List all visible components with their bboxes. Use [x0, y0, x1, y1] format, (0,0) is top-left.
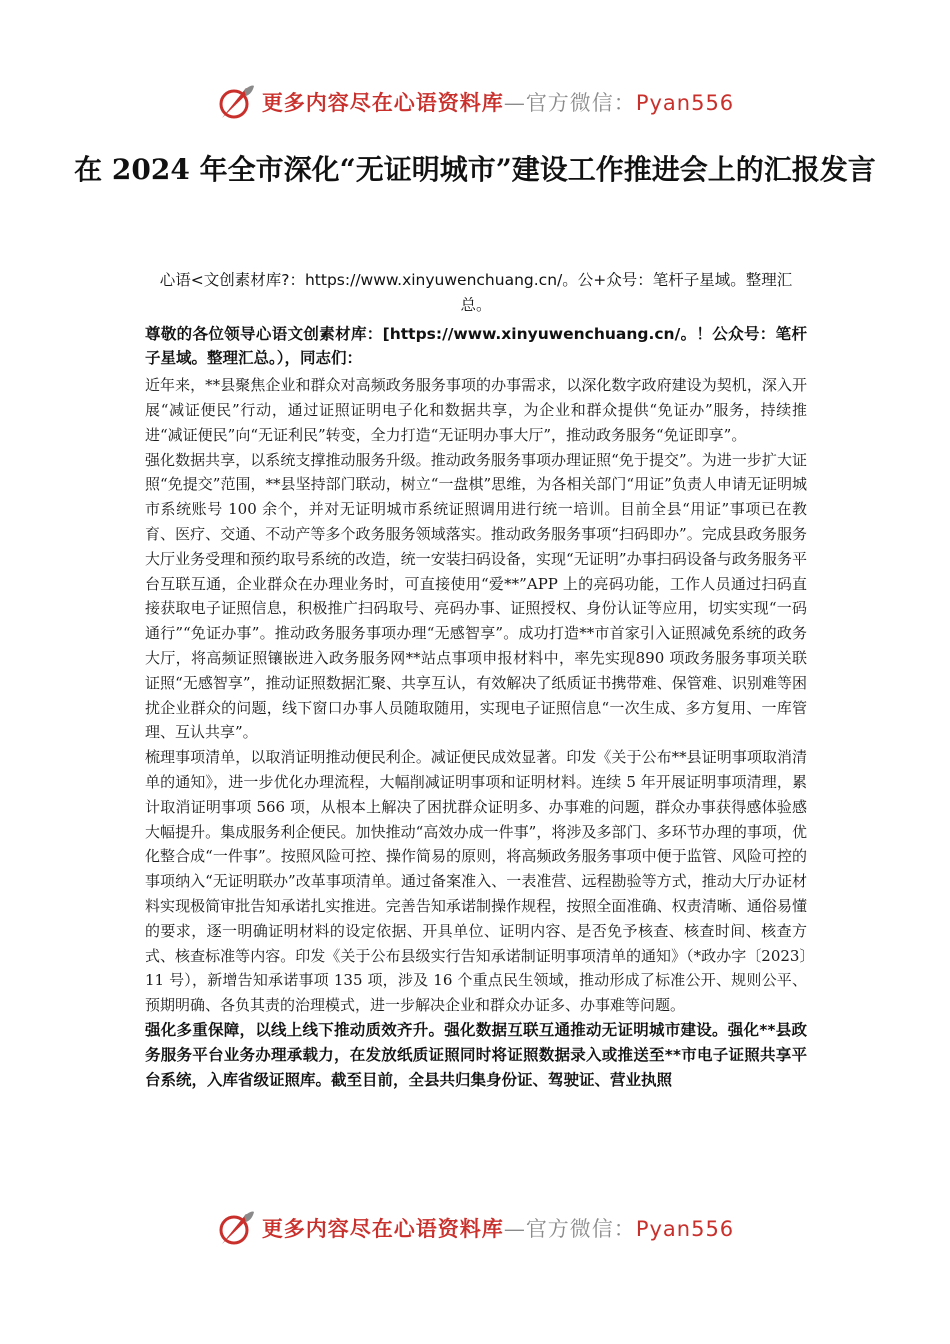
- document-body: [145, 268, 807, 1093]
- header-watermark-banner: [0, 80, 950, 124]
- paragraph-safeguards: 强化多重保障，以线上线下推动质效齐升。强化数据互联互通推动无证明城市建设。强化**县政务服务平台业务办理承载力，在发放纸质证照同时将证照数据录入或推送至**市电子证照共享平台系统，入库省级证照库。截至目前，全县共归集身份证、驾驶证、营业执照: [145, 1020, 807, 1089]
- banner-wechat-label: 官方微信：: [525, 91, 636, 115]
- banner-wechat-id: Pyan556: [635, 91, 735, 115]
- paragraph-intro: 近年来，**县聚焦企业和群众对高频政务服务事项的办事需求，以深化数字政府建设为契机，深入开展“减证便民”行动，通过证照证明电子化和数据共享，为企业和群众提供“免证办”服务，持续推进“减证便民”向“无证利民”转变，全力打造“无证明办事大厅”，推动政务服务“免证即享”。: [145, 376, 807, 444]
- banner-wechat-id: Pyan556: [635, 1217, 735, 1241]
- banner-brand: 更多内容尽在心语资料库: [261, 1216, 504, 1241]
- banner-separator: —: [503, 91, 526, 115]
- paragraph-item-list: 梳理事项清单，以取消证明推动便民利企。减证便民成效显著。印发《关于公布**县证明事项取消清单的通知》，进一步优化办理流程，大幅削减证明事项和证明材料。连续 5 年开展证明事项清理，累计取消证明事项 566 项，从根本上解决了困扰群众证明多、办事难的问题，群众办事获得感体验感大幅提升。集成服务利企便民。加快推动“高效办成一件事”，将涉及多部门、多环节办理的事项，优化整合成“一件事”。按照风险可控、操作简易的原则，将高频政务服务事项中便于监管、风险可控的事项纳入“无证明联办”改革事项清单。通过备案准入、一表准营、远程勘验等方式，推动大厅办证材料实现极简审批告知承诺扎实推进。完善告知承诺制操作规程，按照全面准确、权责清晰、通俗易懂的要求，逐一明确证明材料的设定依据、开具单位、证明内容、是否免予核查、核查时间、核查方式、核查标准等内容。印发《关于公布县级实行告知承诺制证明事项清单的通知》（*政办字〔2023〕11 号），新增告知承诺事项 135 项，涉及 16 个重点民生领域，推动形成了标准公开、规则公平、预期明确、各负其责的治理模式，进一步解决企业和群众办证多、办事难等问题。: [145, 748, 807, 1015]
- banner-separator: —: [503, 1217, 526, 1241]
- quill-pen-circle-logo: [216, 82, 256, 122]
- quill-pen-circle-logo: [216, 1208, 256, 1248]
- source-line: 心语<文创素材库?：https://www.xinyuwenchuang.cn/。公+众号：笔杆子星域。整理汇总。: [159, 271, 793, 314]
- paragraph-data-sharing: 强化数据共享，以系统支撑推动服务升级。推动政务服务事项办理证照“免于提交”。为进一步扩大证照“免提交”范围，**县坚持部门联动，树立“一盘棋”思维，为各相关部门“用证”负责人申请无证明城市系统账号 100 余个，并对无证明城市系统证照调用进行统一培训。目前全县“用证”事项已在教育、医疗、交通、不动产等多个政务服务领域落实。推动政务服务事项“扫码即办”。完成县政务服务大厅业务受理和预约取号系统的改造，统一安装扫码设备，实现“无证明”办事扫码设备与政务服务平台互联互通，企业群众在办理业务时，可直接使用“爱**”APP 上的亮码功能，工作人员通过扫码直接获取电子证照信息，积极推广扫码取号、亮码办事、证照授权、身份认证等应用，切实实现“一码通行”“免证办事”。推动政务服务事项办理“无感智享”。成功打造**市首家引入证照减免系统的政务大厅，将高频证照镶嵌进入政务服务网**站点事项申报材料中，率先实现890 项政务服务事项关联证照“无感智享”，推动证照数据汇聚、共享互认，有效解决了纸质证书携带难、保管难、识别难等困扰企业群众的问题，线下窗口办事人员随取随用，实现电子证照信息“一次生成、多方复用、一库管理、互认共享”。: [145, 450, 807, 742]
- greeting: 尊敬的各位领导心语文创素材库：[https://www.xinyuwenchuang.cn/。！公众号：笔杆子星域。整理汇总。），同志们：: [145, 324, 807, 368]
- document-title: 在 2024 年全市深化“无证明城市”建设工作推进会上的汇报发言: [74, 153, 876, 186]
- banner-brand: 更多内容尽在心语资料库: [261, 90, 504, 115]
- banner-wechat-label: 官方微信：: [525, 1217, 636, 1241]
- footer-watermark-banner: [0, 1206, 950, 1250]
